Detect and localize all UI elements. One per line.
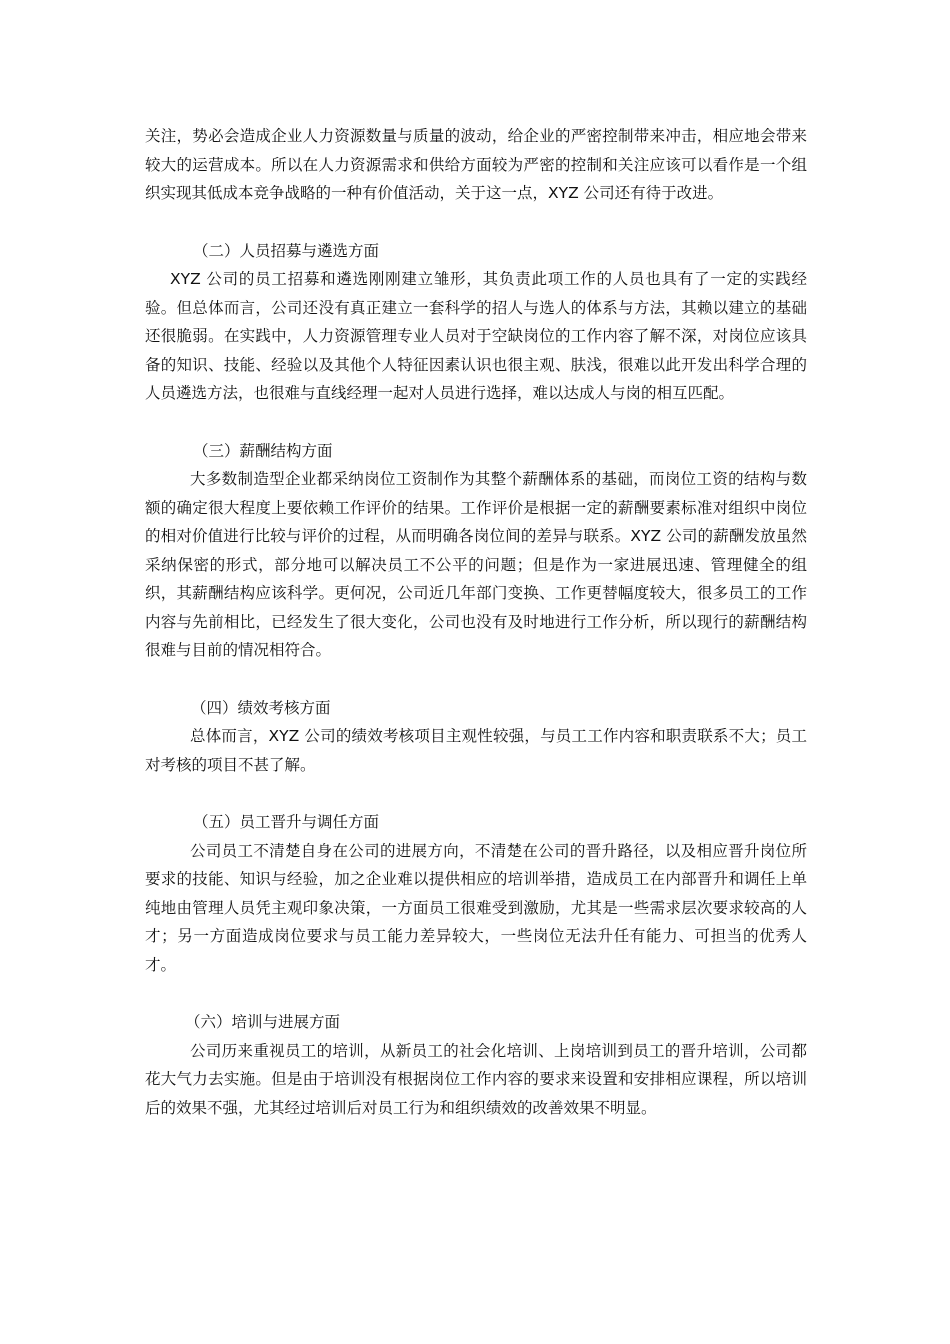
section-heading-training: （六）培训与进展方面 (185, 1013, 341, 1031)
intro-paragraph: 关注，势必会造成企业人力资源数量与质量的波动，给企业的严密控制带来冲击，相应地会带来较大的运营成本。所以在人力资源需求和供给方面较为严密的控制和关注应该可以看作是一个组织实现其低成本竞争战略的一种有价值活动，关于这一点，XYZ 公司还有待于改进。 (145, 127, 807, 202)
section-heading-recruitment: （二）人员招募与遴选方面 (193, 241, 380, 260)
section-body-compensation: 大多数制造型企业都采纳岗位工资制作为其整个薪酬体系的基础，而岗位工资的结构与数额的确定很大程度上要依赖工作评价的结果。工作评价是根据一定的薪酬要素标准对组织中岗位的相对价值进行比较与评价的过程，从而明确各岗位间的差异与联系。XYZ 公司的薪酬发放虽然采纳保密的形式，部分地可以解决员工不公平的问题；但是作为一家进展迅速、管理健全的组织，其薪酬结构应该科学。更何况，公司近几年部门变换、工作更替幅度较大，很多员工的工作内容与先前相比，已经发生了很大变化，公司也没有及时地进行工作分析，所以现行的薪酬结构很难与目前的情况相符合。 (145, 470, 807, 659)
section-body-performance: 总体而言，XYZ 公司的绩效考核项目主观性较强，与员工工作内容和职责联系不大；员工对考核的项目不甚了解。 (145, 727, 807, 774)
document-body (145, 122, 807, 1122)
section-body-promotion: 公司员工不清楚自身在公司的进展方向，不清楚在公司的晋升路径，以及相应晋升岗位所要求的技能、知识与经验，加之企业难以提供相应的培训举措，造成员工在内部晋升和调任上单纯地由管理人员凭主观印象决策，一方面员工很难受到激励，尤其是一些需求层次要求较高的人才；另一方面造成岗位要求与员工能力差异较大，一些岗位无法升任有能力、可担当的优秀人才。 (145, 841, 807, 974)
section-heading-compensation: （三）薪酬结构方面 (193, 441, 333, 460)
section-heading-promotion: （五）员工晋升与调任方面 (193, 813, 380, 831)
section-heading-performance: （四）绩效考核方面 (191, 698, 331, 717)
section-body-training: 公司历来重视员工的培训，从新员工的社会化培训、上岗培训到员工的晋升培训，公司都花大气力去实施。但是由于培训没有根据岗位工作内容的要求来设置和安排相应课程，所以培训后的效果不强，尤其经过培训后对员工行为和组织绩效的改善效果不明显。 (145, 1041, 807, 1117)
section-body-recruitment: XYZ 公司的员工招募和遴选刚刚建立雏形，其负责此项工作的人员也具有了一定的实践经验。但总体而言，公司还没有真正建立一套科学的招人与选人的体系与方法，其赖以建立的基础还很脆弱。在实践中，人力资源管理专业人员对于空缺岗位的工作内容了解不深，对岗位应该具备的知识、技能、经验以及其他个人特征因素认识也很主观、肤浅，很难以此开发出科学合理的人员遴选方法，也很难与直线经理一起对人员进行选择，难以达成人与岗的相互匹配。 (145, 270, 807, 402)
